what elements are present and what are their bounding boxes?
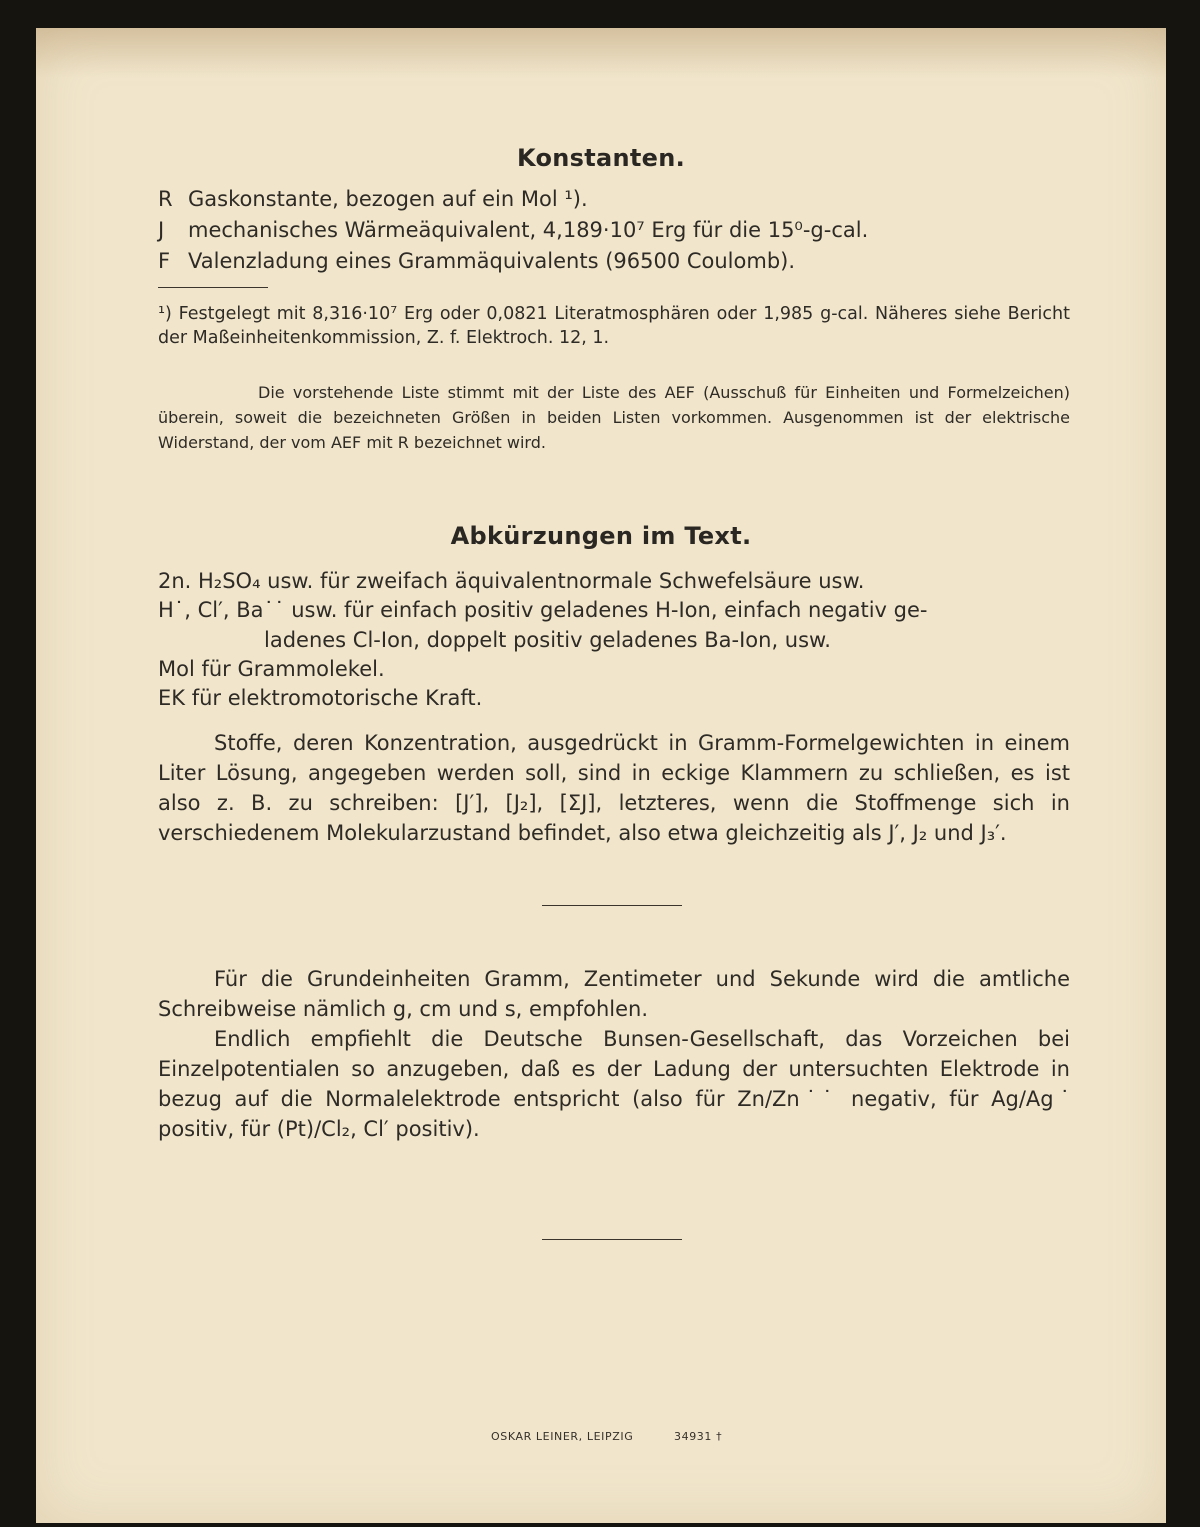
abbrev-line-4: Mol für Grammolekel. xyxy=(158,657,385,681)
abbrev-line-5: EK für elektromotorische Kraft. xyxy=(158,686,483,710)
section-divider-1 xyxy=(542,905,682,906)
vorzeichen-paragraph: Endlich empfiehlt die Deutsche Bunsen-Gesellschaft, das Vorzeichen bei Einzelpotentialen so anzugeben, daß es der Ladung der untersuchten Elektrode in bezug auf die Normalelektrode entspricht (also für Zn/Zn˙˙ negativ, für Ag/Ag˙ positiv, für (Pt)/Cl₂, Cl′ positiv). xyxy=(158,1027,1070,1141)
constant-text-f: Valenzladung eines Grammäquivalents (96500 Coulomb). xyxy=(188,249,796,273)
konstanten-heading: Konstanten. xyxy=(516,144,686,172)
konzentration-paragraph: Stoffe, deren Konzentration, ausgedrückt in Gramm-Formelgewichten in einem Liter Lösung, angegeben werden soll, sind in eckige Klammern zu schließen, es ist also z. B. zu schreiben: [J′], [J₂], [ΣJ], letzteres, wenn die Stoffmenge sich in verschiedenem Molekularzustand befindet, also etwa gleichzeitig als J′, J₂ und J₃′. xyxy=(158,731,1070,845)
print-number: 34931 † xyxy=(674,1430,723,1443)
aef-note: Die vorstehende Liste stimmt mit der Liste des AEF (Ausschuß für Einheiten und Formelzeichen) überein, soweit die bezeichneten Größen in beiden Listen vorkommen. Ausgenommen ist der elektrische Widerstand, der vom AEF mit R bezeichnet wird. xyxy=(158,383,1070,452)
paper-stain xyxy=(36,28,1166,78)
printer-imprint: OSKAR LEINER, LEIPZIG xyxy=(491,1430,634,1443)
abbrev-line-1: 2n. H₂SO₄ usw. für zweifach äquivalentnormale Schwefelsäure usw. xyxy=(158,569,865,593)
constant-text-j: mechanisches Wärmeäquivalent, 4,189·10⁷ Erg für die 15⁰-g-cal. xyxy=(188,218,869,242)
footnote-divider xyxy=(158,287,268,288)
document-page xyxy=(36,28,1166,1523)
constant-symbol-f: F xyxy=(158,249,171,273)
constant-text-r: Gaskonstante, bezogen auf ein Mol ¹). xyxy=(188,187,588,211)
abbrev-line-3: ladenes Cl-Ion, doppelt positiv geladenes Ba-Ion, usw. xyxy=(264,628,831,652)
constant-symbol-r: R xyxy=(158,187,173,211)
section-divider-2 xyxy=(542,1239,682,1240)
grundeinheiten-paragraph: Für die Grundeinheiten Gramm, Zentimeter und Sekunde wird die amtliche Schreibweise nämlich g, cm und s, empfohlen. xyxy=(158,967,1070,1021)
abkuerzungen-heading: Abkürzungen im Text. xyxy=(450,522,752,550)
constant-symbol-j: J xyxy=(158,218,165,242)
footnote-text: ¹) Festgelegt mit 8,316·10⁷ Erg oder 0,0821 Literatmosphären oder 1,985 g-cal. Näheres siehe Bericht der Maßeinheitenkommission, Z. f. Elektroch. 12, 1. xyxy=(158,304,1070,348)
abbrev-line-2: H˙, Cl′, Ba˙˙ usw. für einfach positiv geladenes H-Ion, einfach negativ ge- xyxy=(158,598,928,622)
